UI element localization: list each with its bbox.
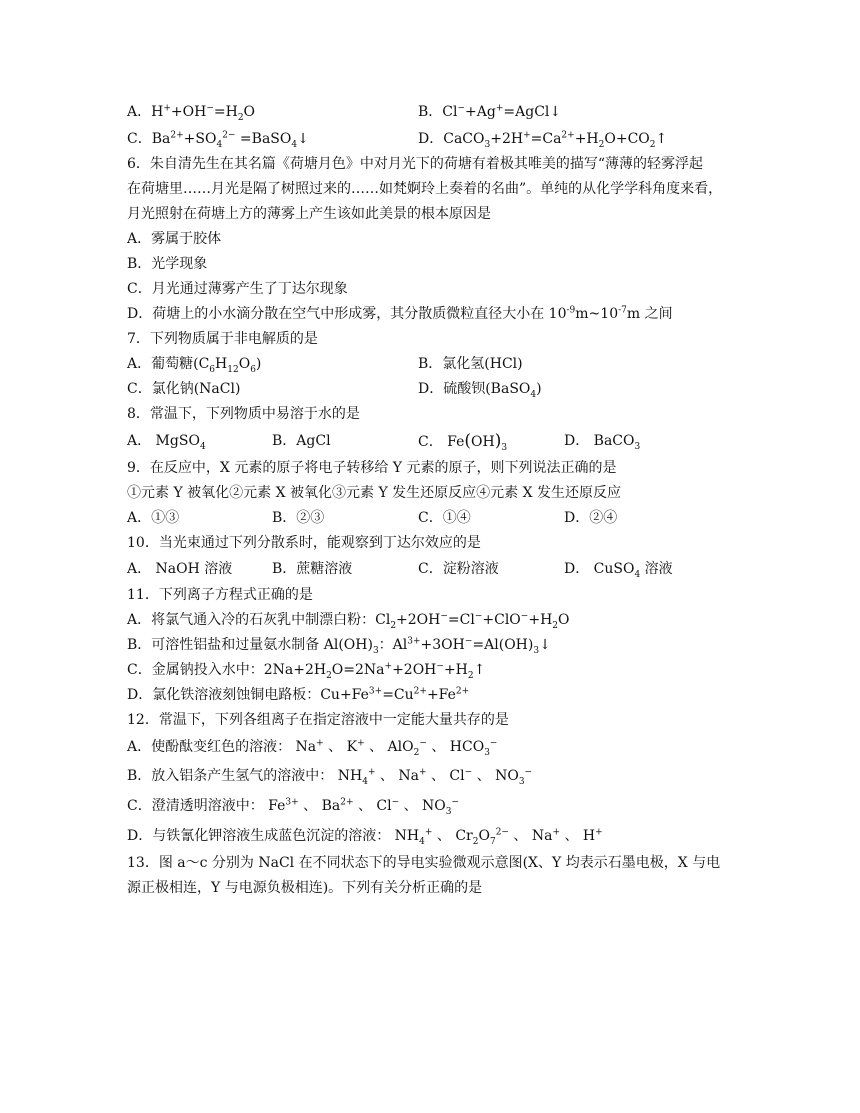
q5-option-d [418,129,667,149]
q6-stem-line-2: 在荷塘里……月光是隔了树照过来的……如梵婀玲上奏着的名曲”。单纯的从化学学科角度来看， [127,181,723,197]
q10-option-b: B．蔗糖溶液 [272,561,353,577]
option-text: Cl−+Ag+=AgCl↓ [442,103,562,120]
q5-option-b [418,102,561,122]
q12-stem: 12．常温下，下列各组离子在指定溶液中一定能大量共存的是 [127,712,509,728]
q6-option-c: C．月光通过薄雾产生了丁达尔现象 [127,281,348,297]
q9-statements: ①元素 Y 被氧化②元素 X 被氧化③元素 Y 发生还原反应④元素 X 发生还原反应 [127,485,622,501]
q12-option-c: C．澄清透明溶液中： $Fe^{3+}$ 、 $Ba^{2+}$ 、 Cl− 、 $NO_3^-$ [127,797,460,817]
q11-option-a: A．将氯气通入冷的石灰乳中制漂白粉：$Cl_2+2OH^-=Cl^-+ClO^-+H_2O$ [127,611,570,631]
q11-option-b: B．可溶性铝盐和过量氨水制备 $Al(OH)_3$：$Al^{3+}+3OH^-=Al(OH)_3↓$ [127,636,551,656]
q13-stem-line-2: 源正极相连，Y 与电源负极相连)。下列有关分析正确的是 [127,880,483,896]
q7-option-c: C．氯化钠(NaCl) [127,381,241,397]
q9-option-b: B．②③ [272,510,325,526]
q9-option-c: C．①④ [418,510,471,526]
q6-option-a: A．雾属于胶体 [127,231,222,247]
option-text: $Ba^{2+}+SO_4^{2-}$ =BaSO$_4$↓ [151,130,309,150]
option-letter: B． [418,104,443,120]
q8-option-d: D． BaCO$_3$ [564,433,641,452]
option-text: $H^++OH^-=H_2O$ [151,103,256,123]
q9-option-a: A．①③ [127,510,180,526]
q7-stem: 7．下列物质属于非电解质的是 [127,331,318,347]
q10-stem: 10．当光束通过下列分散系时，能观察到丁达尔效应的是 [127,535,481,551]
q8-option-c: C． $Fe(OH)_3$ [418,431,508,453]
q12-option-b: B．放入铝条产生氢气的溶液中： $NH_4^+$ 、 Na+ 、 Cl− 、 $NO_3^-$ [127,767,533,787]
q13-stem-line-1: 13．图 a～c 分别为 NaCl 在不同状态下的导电实验微观示意图(X、Y 均表示石墨电极，X 与电 [127,855,721,871]
q12-option-a: A．使酚酞变红色的溶液： Na+ 、 K+ 、 AlO$_2$− 、 $HCO_3^-$ [127,738,498,758]
option-letter: A． [127,104,152,120]
q6-stem-line-3: 月光照射在荷塘上方的薄雾上产生该如此美景的根本原因是 [127,206,491,222]
q7-option-a: A．葡萄糖$(C_6H_{12}O_6)$ [127,356,262,375]
q7-option-b: B．氯化氢(HCl) [418,356,523,372]
q6-option-b: B．光学现象 [127,256,208,272]
q8-option-a: A． MgSO$_4$ [127,433,206,452]
q8-option-b: B．AgCl [272,433,331,449]
q10-option-d: D． CuSO$_4$ 溶液 [564,561,673,580]
option-text: $CaCO_3+2H^+=Ca^{2+}+H_2O+CO_2↑$ [443,130,668,150]
q5-option-a [127,102,255,122]
q6-stem-line-1: 6．朱自清先生在其名篇《荷塘月色》中对月光下的荷塘有着极其唯美的描写“薄薄的轻雾浮起 [127,156,704,172]
q6-option-d: D．荷塘上的小水滴分散在空气中形成雾，其分散质微粒直径大小在 $10^{-9}m\sim 10^{-7}m$ 之间 [127,305,673,322]
q7-option-d: D．硫酸钡(BaSO$_4$) [418,381,542,400]
q5-option-c [127,129,309,149]
q8-stem: 8．常温下，下列物质中易溶于水的是 [127,406,360,422]
q10-option-a: A． NaOH 溶液 [127,561,233,577]
q11-option-c: C．金属钠投入水中：$2Na+2H_2O=2Na^++2OH^-+H_2↑$ [127,661,486,681]
q11-option-d: D．氯化铁溶液刻蚀铜电路板：$Cu+Fe^{3+}=Cu^{2+}+Fe^{2+}$ [127,686,470,703]
option-letter: D． [418,131,444,147]
q9-option-d: D．②④ [564,510,618,526]
q9-stem: 9．在反应中，X 元素的原子将电子转移给 Y 元素的原子，则下列说法正确的是 [127,460,617,476]
q12-option-d: D．与铁氰化钾溶液生成蓝色沉淀的溶液： $NH_4^+$ 、 $Cr_2O_7^{2-}$ 、 Na+ 、 H+ [127,827,603,847]
q10-option-c: C．淀粉溶液 [418,561,499,577]
option-letter: C． [127,131,152,147]
q11-stem: 11．下列离子方程式正确的是 [127,587,313,603]
